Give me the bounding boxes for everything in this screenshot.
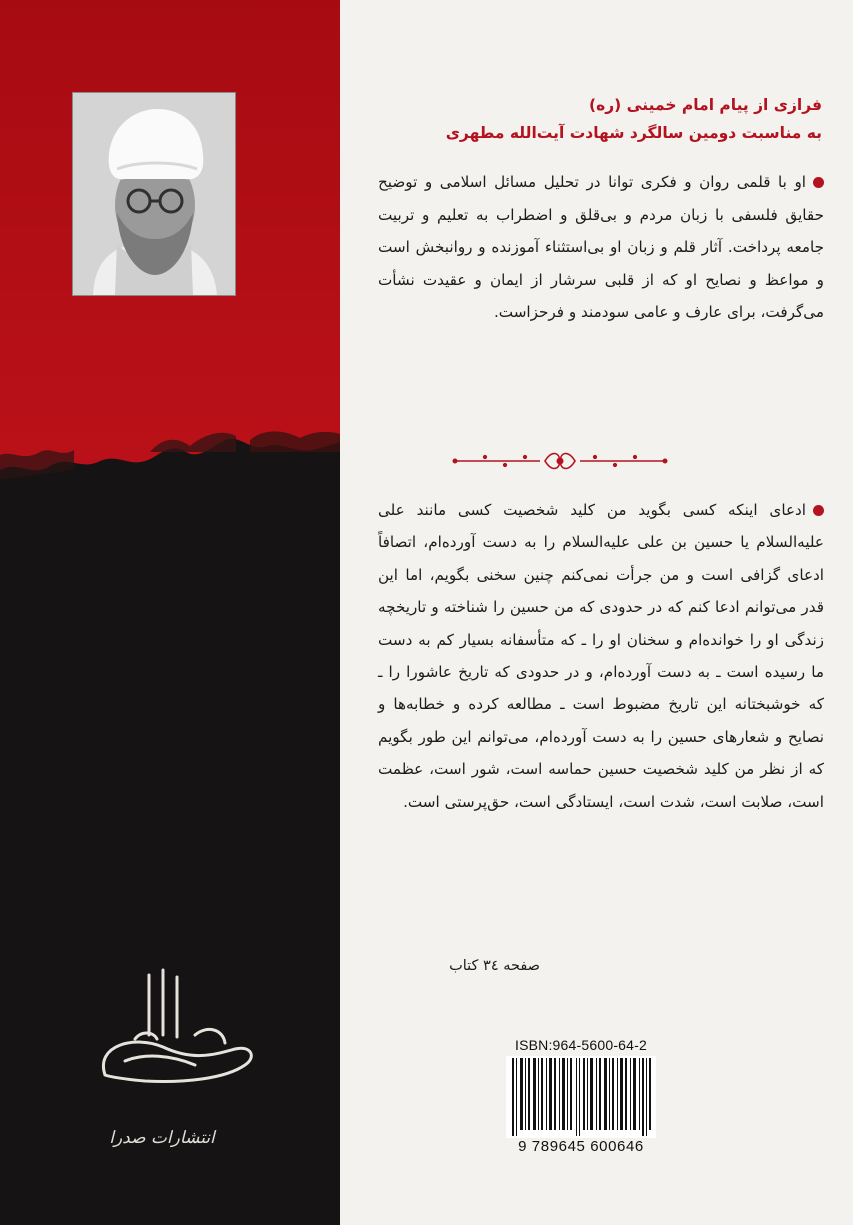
- quote-heading-subtitle: به مناسبت دومین سالگرد شهادت آیت‌الله مطهری: [445, 124, 822, 142]
- barcode-number: 9 789645 600646: [518, 1138, 644, 1155]
- barcode-bars: [506, 1056, 656, 1138]
- portrait-photo: [72, 92, 236, 296]
- publisher-calligraphy-logo: [75, 965, 265, 1130]
- page-reference: صفحه ٣٤ کتاب: [449, 958, 540, 974]
- ornament-divider-icon: [445, 446, 675, 476]
- isbn-label: ISBN:964-5600-64-2: [514, 1037, 647, 1053]
- portrait-illustration: [73, 93, 235, 295]
- bullet-dot-icon: [813, 505, 824, 516]
- publisher-name: انتشارات صدرا: [109, 1128, 215, 1148]
- barcode-icon: [506, 1056, 656, 1138]
- paragraph-1-text: او با قلمی روان و فکری توانا در تحلیل مسائل اسلامی و توضیح حقایق فلسفی با زبان مردم و بی‌قلق و اضطراب به تعلیم و تربیت جامعه پرداخت. آثار قلم و زبان او بی‌استثناء آموزنده و روانبخش است و مواعظ و نصایح او که از قلبی سرشار از ایمان و عقیدت نشأت می‌گرفت، برای عارف و عامی سودمند و فرحزاست.: [378, 173, 824, 322]
- quote-paragraph-2: [378, 494, 824, 818]
- quote-paragraph-1: [378, 166, 824, 329]
- paragraph-2-text: ادعای اینکه کسی بگوید من کلید شخصیت کسی مانند علی علیه‌السلام یا حسین بن علی علیه‌السلام را به دست آورده‌ام، اتصافاً ادعای گزافی است و من جرأت نمی‌کنم چنین سخنی بگویم، اما این قدر می‌توانم ادعا کنم که در حدودی که من حسین را شناخته و تاریخچه زندگی او را خوانده‌ام و سخنان او را ـ که متأسفانه بسیار کم به دست ما رسیده است ـ به دست آورده‌ام، و در حدودی که تاریخ عاشورا را ـ که خوشبختانه این تاریخ مضبوط است ـ مطالعه کرده و خطابه‌ها و نصایح و شعارهای حسین را به دست آورده‌ام، می‌توانم این طور بگویم که از نظر من کلید شخصیت حسین حماسه است، شور است، عظمت است، صلابت است، شدت است، ایستادگی است، حق‌پرستی است.: [378, 501, 824, 811]
- quote-heading-title: فرازی از پیام امام خمینی (ره): [588, 96, 822, 114]
- bullet-dot-icon: [813, 177, 824, 188]
